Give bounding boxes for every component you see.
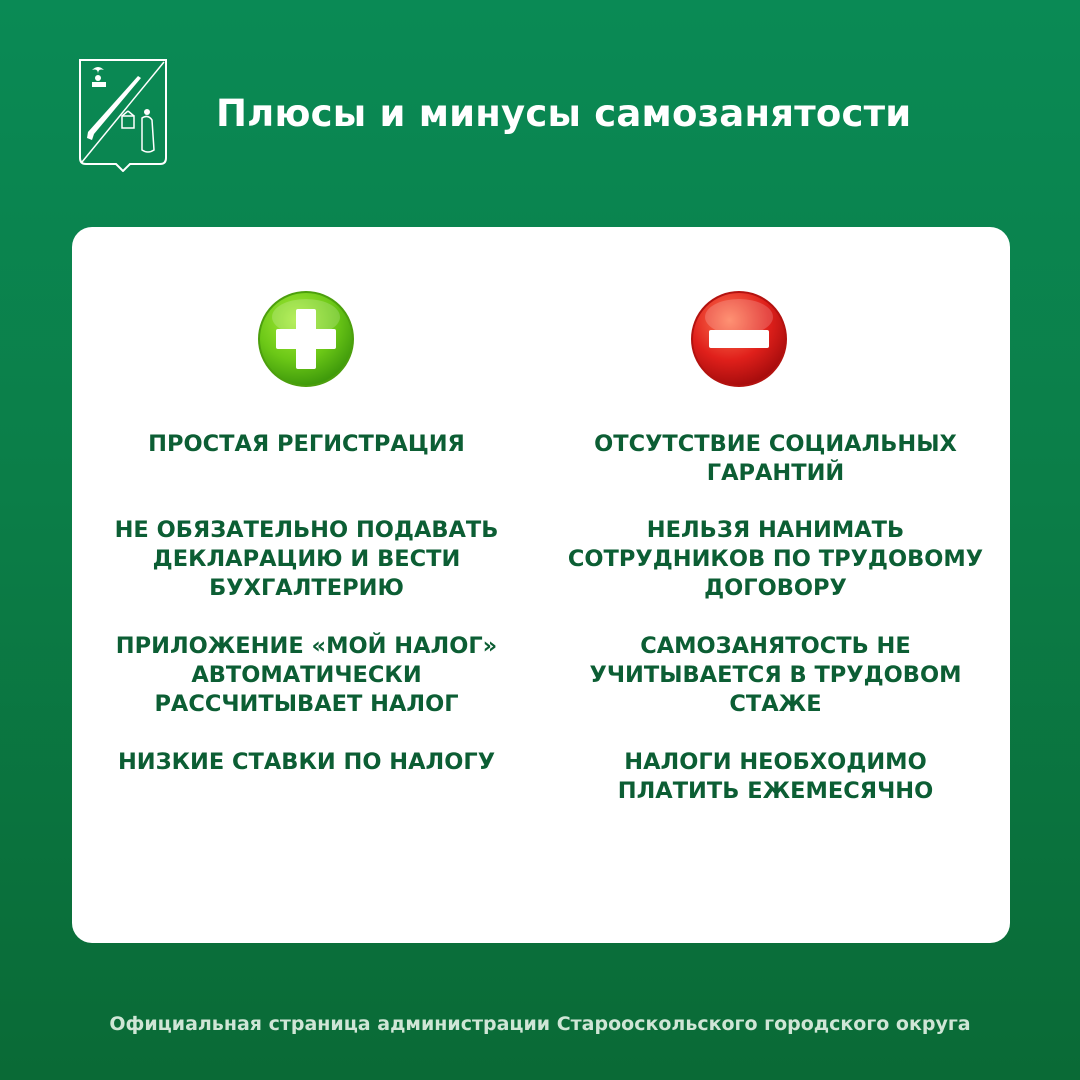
pros-cons-card [72,227,1010,943]
plus-icon [256,289,356,389]
pros-item: ПРОСТАЯ РЕГИСТРАЦИЯ [148,431,465,457]
minus-icon [689,289,789,389]
footer-caption: Официальная страница администрации Старооскольского городского округа [109,1013,971,1035]
pros-item: НЕ ОБЯЗАТЕЛЬНО ПОДАВАТЬ ДЕКЛАРАЦИЮ И ВЕСТИ БУХГАЛТЕРИЮ [114,517,499,601]
coat-of-arms-icon [78,58,168,172]
cons-item: ОТСУТСТВИЕ СОЦИАЛЬНЫХ ГАРАНТИЙ [594,431,957,486]
page-title: Плюсы и минусы самозанятости [216,92,912,135]
cons-column [541,227,1010,943]
cons-item: САМОЗАНЯТОСТЬ НЕ УЧИТЫВАЕТСЯ В ТРУДОВОМ СТАЖЕ [589,633,962,717]
pros-item: ПРИЛОЖЕНИЕ «МОЙ НАЛОГ» АВТОМАТИЧЕСКИ РАССЧИТЫВАЕТ НАЛОГ [115,633,498,717]
cons-item: НАЛОГИ НЕОБХОДИМО ПЛАТИТЬ ЕЖЕМЕСЯЧНО [617,749,934,804]
pros-column [72,227,541,943]
pros-item: НИЗКИЕ СТАВКИ ПО НАЛОГУ [117,749,496,775]
cons-item: НЕЛЬЗЯ НАНИМАТЬ СОТРУДНИКОВ ПО ТРУДОВОМУ ДОГОВОРУ [567,517,984,601]
